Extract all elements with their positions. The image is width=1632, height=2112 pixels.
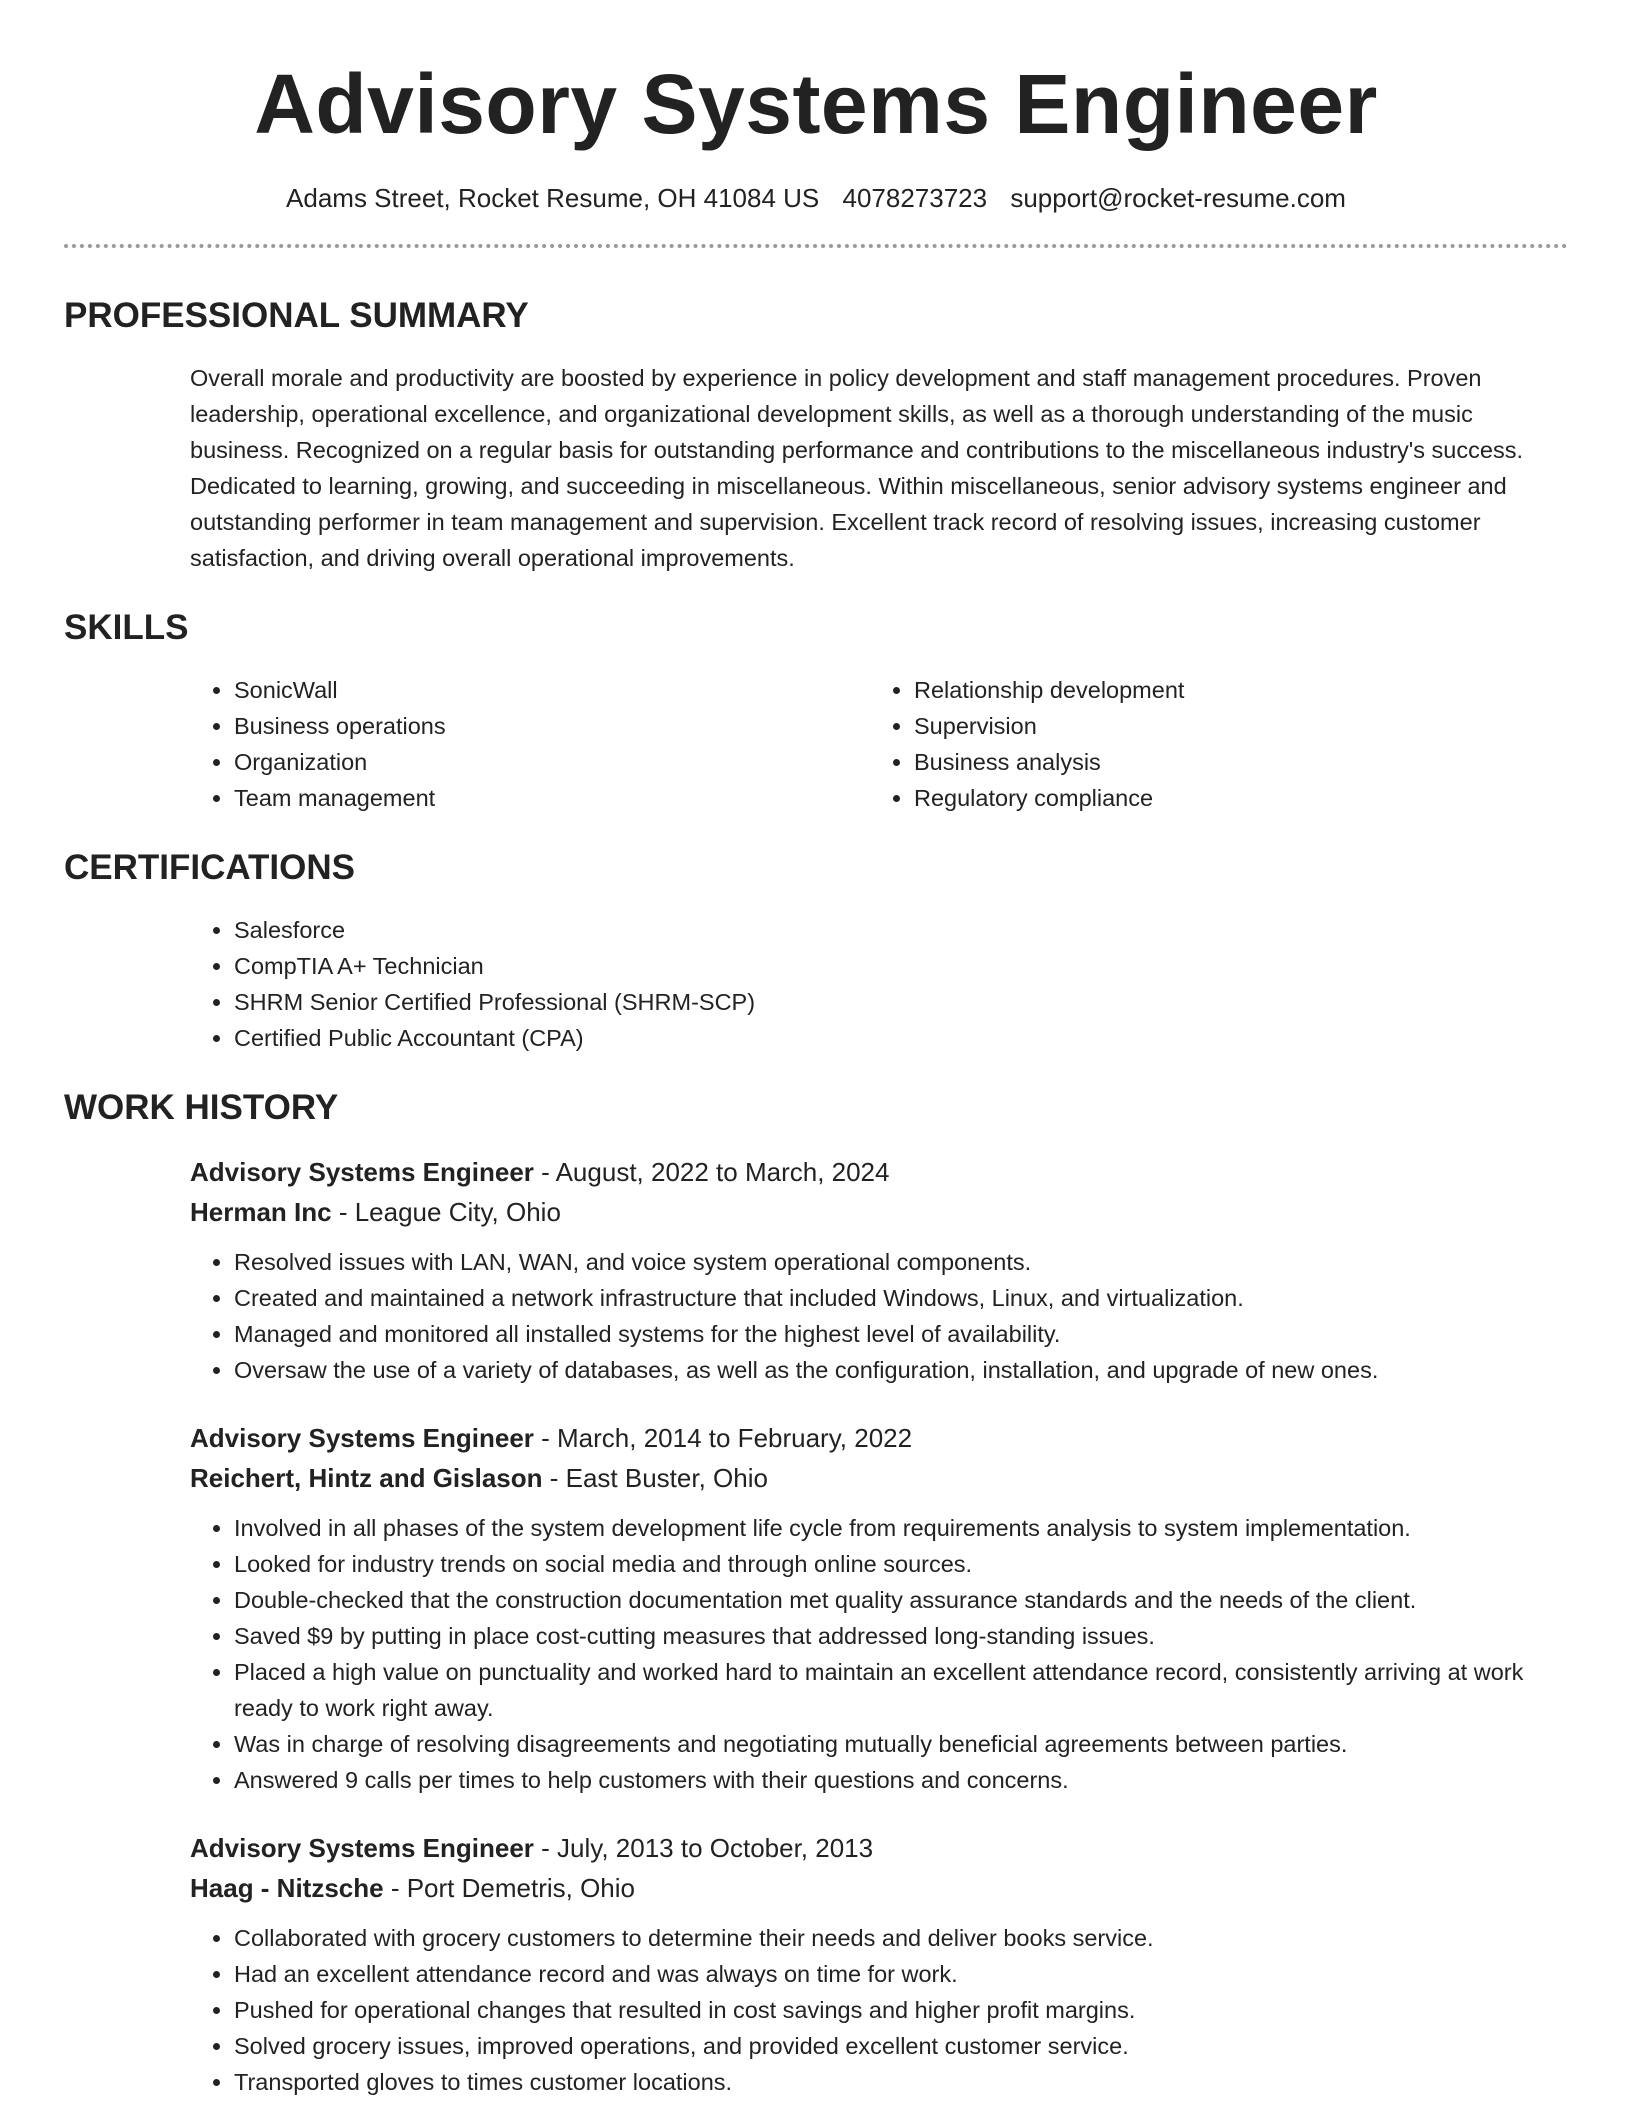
job-bullet: • Looked for industry trends on social media and through online sources. [234, 1546, 1568, 1582]
contact-line [64, 182, 1568, 214]
job-bullet: • Collaborated with grocery customers to determine their needs and deliver books service. [234, 1920, 1568, 1956]
certifications-list [190, 912, 1568, 1056]
job-company-line [190, 1868, 1568, 1908]
job-bullet: • Double-checked that the construction documentation met quality assurance standards and the needs of the client. [234, 1582, 1568, 1618]
job-bullet: • Answered 9 calls per times to help customers with their questions and concerns. [234, 1762, 1568, 1798]
skill-item: • Team management [234, 780, 870, 816]
skills-section [64, 606, 1568, 816]
job-location: - East Buster, Ohio [542, 1463, 768, 1493]
job-entry [190, 1152, 1568, 1388]
skill-item: • Organization [234, 744, 870, 780]
skills-grid [190, 672, 1568, 816]
certification-item: • Salesforce [234, 912, 1568, 948]
job-bullet: • Oversaw the use of a variety of databases, as well as the configuration, installation, and upgrade of new ones. [234, 1352, 1568, 1388]
job-company: Haag - Nitzsche [190, 1873, 384, 1903]
email: support@rocket-resume.com [1010, 183, 1346, 213]
job-bullet: • Pushed for operational changes that resulted in cost savings and higher profit margins. [234, 1992, 1568, 2028]
skill-item: • Regulatory compliance [914, 780, 1550, 816]
job-bullet: • Resolved issues with LAN, WAN, and voice system operational components. [234, 1244, 1568, 1280]
job-bullet: • Involved in all phases of the system development life cycle from requirements analysis to system implementation. [234, 1510, 1568, 1546]
certification-item: • CompTIA A+ Technician [234, 948, 1568, 984]
summary-title: PROFESSIONAL SUMMARY [64, 296, 529, 335]
job-company-line [190, 1458, 1568, 1498]
phone: 4078273723 [842, 183, 988, 213]
job-title-line [190, 1152, 1568, 1192]
job-bullets [190, 1244, 1568, 1388]
job-dates: - March, 2014 to February, 2022 [533, 1423, 913, 1453]
job-company: Reichert, Hintz and Gislason [190, 1463, 543, 1493]
candidate-name: Advisory Systems Engineer [254, 57, 1378, 151]
job-bullet: • Was in charge of resolving disagreements and negotiating mutually beneficial agreements between parties. [234, 1726, 1568, 1762]
certifications-title: CERTIFICATIONS [64, 848, 356, 887]
job-bullet: • Solved grocery issues, improved operations, and provided excellent customer service. [234, 2028, 1568, 2064]
skill-item: • Supervision [914, 708, 1550, 744]
job-company-line [190, 1192, 1568, 1232]
skill-item: • Relationship development [914, 672, 1550, 708]
skill-item: • Business analysis [914, 744, 1550, 780]
header-divider [64, 244, 1568, 248]
job-role: Advisory Systems Engineer [190, 1833, 534, 1863]
job-role: Advisory Systems Engineer [190, 1157, 534, 1187]
work-history-title: WORK HISTORY [64, 1088, 339, 1127]
job-bullets [190, 1510, 1568, 1798]
skills-column-left [190, 672, 870, 816]
job-entry [190, 1828, 1568, 2100]
skills-column-right [870, 672, 1550, 816]
job-entry [190, 1418, 1568, 1798]
job-title-line [190, 1828, 1568, 1868]
certification-item: • SHRM Senior Certified Professional (SHRM-SCP) [234, 984, 1568, 1020]
certifications-section [64, 846, 1568, 1056]
job-bullet: • Transported gloves to times customer locations. [234, 2064, 1568, 2100]
job-bullet: • Had an excellent attendance record and was always on time for work. [234, 1956, 1568, 1992]
job-company: Herman Inc [190, 1197, 332, 1227]
skills-title: SKILLS [64, 608, 189, 647]
summary-section [64, 294, 1568, 576]
job-location: - Port Demetris, Ohio [383, 1873, 636, 1903]
job-location: - League City, Ohio [331, 1197, 561, 1227]
job-title-line [190, 1418, 1568, 1458]
job-dates: - August, 2022 to March, 2024 [533, 1157, 890, 1187]
job-role: Advisory Systems Engineer [190, 1423, 534, 1453]
certification-item: • Certified Public Accountant (CPA) [234, 1020, 1568, 1056]
job-bullet: • Saved $9 by putting in place cost-cutting measures that addressed long-standing issues. [234, 1618, 1568, 1654]
address: Adams Street, Rocket Resume, OH 41084 US [286, 183, 820, 213]
job-bullet: • Placed a high value on punctuality and worked hard to maintain an excellent attendance record, consistently arriving at work ready to work right away. [234, 1654, 1568, 1726]
summary-text: Overall morale and productivity are boosted by experience in policy development and staff management procedures. Proven leadership, operational excellence, and organizational development skills, as well as a thorough understanding of the music business. Recognized on a regular basis for outstanding performance and contributions to the miscellaneous industry's success. Dedicated to learning, growing, and succeeding in miscellaneous. Within miscellaneous, senior advisory systems engineer and outstanding performer in team management and supervision. Excellent track record of resolving issues, increasing customer satisfaction, and driving overall operational improvements. [190, 365, 1523, 571]
job-bullet: • Created and maintained a network infrastructure that included Windows, Linux, and virtualization. [234, 1280, 1568, 1316]
skill-item: • Business operations [234, 708, 870, 744]
job-bullets [190, 1920, 1568, 2100]
work-history-section [64, 1086, 1568, 2100]
skill-item: • SonicWall [234, 672, 870, 708]
job-dates: - July, 2013 to October, 2013 [533, 1833, 874, 1863]
job-bullet: • Managed and monitored all installed systems for the highest level of availability. [234, 1316, 1568, 1352]
